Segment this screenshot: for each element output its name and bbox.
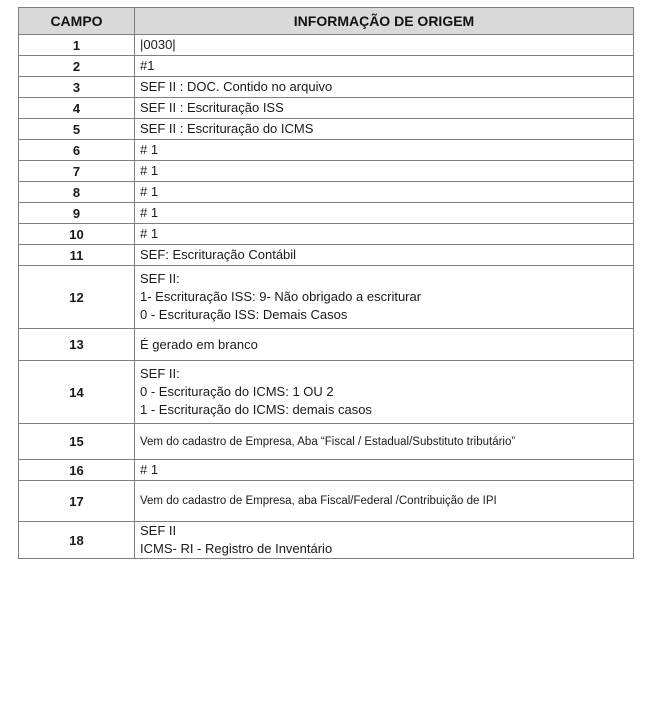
info-line: Vem do cadastro de Empresa, Aba “Fiscal / Estadual/Substituto tributário” bbox=[140, 435, 516, 448]
info-cell bbox=[135, 329, 634, 361]
campo-cell: 5 bbox=[19, 119, 135, 140]
table-row bbox=[19, 245, 634, 266]
campo-cell: 16 bbox=[19, 460, 135, 481]
info-line: 0 - Escrituração ISS: Demais Casos bbox=[140, 307, 348, 322]
campo-cell: 14 bbox=[19, 361, 135, 424]
campo-cell: 3 bbox=[19, 77, 135, 98]
table-row bbox=[19, 119, 634, 140]
campo-cell: 12 bbox=[19, 266, 135, 329]
info-cell bbox=[135, 182, 634, 203]
info-line: SEF II : DOC. Contido no arquivo bbox=[140, 79, 333, 94]
info-line: Vem do cadastro de Empresa, aba Fiscal/Federal /Contribuição de IPI bbox=[140, 495, 497, 507]
info-line: ICMS- RI - Registro de Inventário bbox=[140, 541, 333, 556]
info-cell bbox=[135, 522, 634, 559]
table-row bbox=[19, 182, 634, 203]
info-cell bbox=[135, 481, 634, 522]
campo-cell: 10 bbox=[19, 224, 135, 245]
info-line: SEF II: bbox=[140, 271, 180, 286]
campo-cell: 17 bbox=[19, 481, 135, 522]
table-row bbox=[19, 481, 634, 522]
table-row bbox=[19, 161, 634, 182]
table-row bbox=[19, 224, 634, 245]
info-line: SEF II bbox=[140, 523, 177, 538]
header-campo: CAMPO bbox=[19, 8, 135, 35]
info-cell bbox=[135, 56, 634, 77]
campo-cell: 13 bbox=[19, 329, 135, 361]
header-informacao-de-origem: INFORMAÇÃO DE ORIGEM bbox=[135, 8, 634, 35]
info-line: SEF: Escrituração Contábil bbox=[140, 247, 297, 262]
info-line: #1 bbox=[140, 58, 155, 73]
info-cell bbox=[135, 35, 634, 56]
info-cell bbox=[135, 245, 634, 266]
info-cell bbox=[135, 161, 634, 182]
table-row bbox=[19, 460, 634, 481]
info-line: SEF II : Escrituração do ICMS bbox=[140, 121, 314, 136]
info-line: # 1 bbox=[140, 163, 159, 178]
info-line: |0030| bbox=[140, 37, 176, 52]
origin-info-table bbox=[18, 7, 634, 559]
table-row bbox=[19, 266, 634, 329]
info-cell bbox=[135, 266, 634, 329]
info-cell bbox=[135, 203, 634, 224]
table-row bbox=[19, 424, 634, 460]
info-cell bbox=[135, 224, 634, 245]
info-line: # 1 bbox=[140, 184, 159, 199]
campo-cell: 9 bbox=[19, 203, 135, 224]
info-cell bbox=[135, 140, 634, 161]
info-cell bbox=[135, 460, 634, 481]
table-row bbox=[19, 35, 634, 56]
table-row bbox=[19, 522, 634, 559]
table-row bbox=[19, 361, 634, 424]
info-line: # 1 bbox=[140, 205, 159, 220]
info-line: SEF II: bbox=[140, 366, 180, 381]
table-row bbox=[19, 77, 634, 98]
campo-cell: 18 bbox=[19, 522, 135, 559]
info-cell bbox=[135, 119, 634, 140]
campo-cell: 8 bbox=[19, 182, 135, 203]
table-row bbox=[19, 98, 634, 119]
campo-cell: 15 bbox=[19, 424, 135, 460]
info-cell bbox=[135, 424, 634, 460]
table-row bbox=[19, 56, 634, 77]
info-line: SEF II : Escrituração ISS bbox=[140, 100, 284, 115]
campo-cell: 1 bbox=[19, 35, 135, 56]
info-cell bbox=[135, 98, 634, 119]
table-row bbox=[19, 140, 634, 161]
campo-cell: 7 bbox=[19, 161, 135, 182]
campo-cell: 2 bbox=[19, 56, 135, 77]
campo-cell: 6 bbox=[19, 140, 135, 161]
info-line: 1 - Escrituração do ICMS: demais casos bbox=[140, 402, 372, 417]
info-line: # 1 bbox=[140, 142, 159, 157]
campo-cell: 4 bbox=[19, 98, 135, 119]
campo-cell: 11 bbox=[19, 245, 135, 266]
info-line: 0 - Escrituração do ICMS: 1 OU 2 bbox=[140, 384, 334, 399]
info-cell bbox=[135, 361, 634, 424]
info-line: # 1 bbox=[140, 226, 159, 241]
table-row bbox=[19, 203, 634, 224]
info-cell bbox=[135, 77, 634, 98]
info-line: # 1 bbox=[140, 462, 159, 477]
info-line: 1- Escrituração ISS: 9- Não obrigado a escriturar bbox=[140, 289, 422, 304]
header-row bbox=[19, 8, 634, 35]
info-line: É gerado em branco bbox=[140, 336, 258, 352]
table-row bbox=[19, 329, 634, 361]
